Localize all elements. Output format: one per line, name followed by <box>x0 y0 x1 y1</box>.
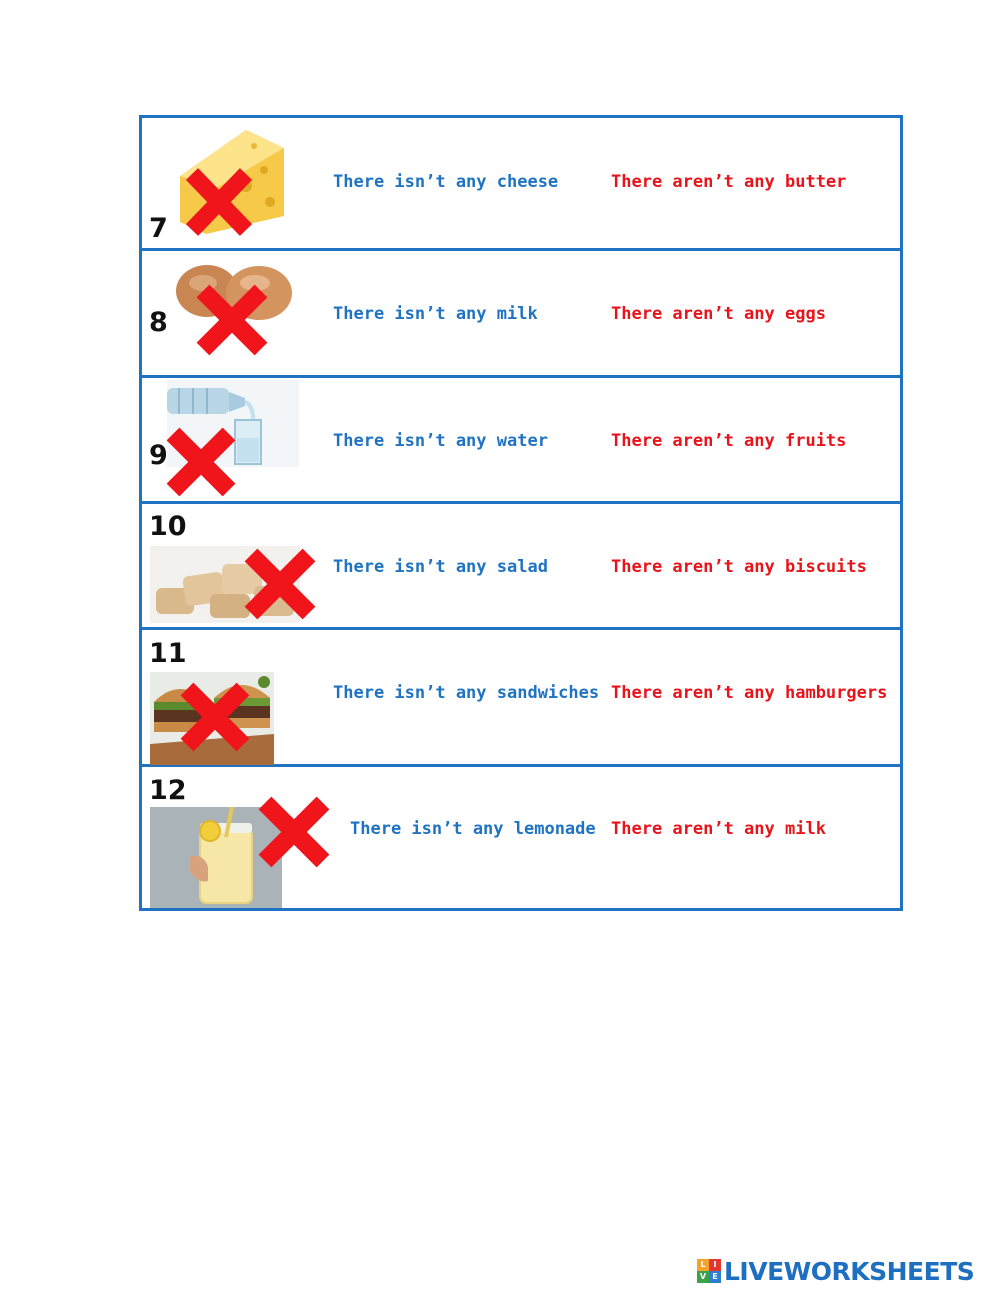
option-arent[interactable]: There aren’t any butter <box>611 172 847 192</box>
question-number: 10 <box>149 511 187 542</box>
row-10 <box>142 504 900 630</box>
option-isnt[interactable]: There isn’t any milk <box>333 304 538 324</box>
worksheet-table <box>139 115 903 911</box>
logo-letter-l: L <box>697 1259 709 1271</box>
question-number: 8 <box>149 307 168 338</box>
option-isnt[interactable]: There isn’t any salad <box>333 557 548 577</box>
option-isnt[interactable]: There isn’t any cheese <box>333 172 559 192</box>
cross-icon <box>256 794 332 870</box>
option-arent[interactable]: There aren’t any milk <box>611 819 826 839</box>
row-7 <box>142 118 900 251</box>
logo-text: LIVEWORKSHEETS <box>724 1256 975 1286</box>
question-number: 11 <box>149 638 187 669</box>
option-arent[interactable]: There aren’t any biscuits <box>611 557 867 577</box>
logo-letter-v: V <box>697 1271 709 1283</box>
option-isnt[interactable]: There isn’t any sandwiches <box>333 683 600 703</box>
row-11 <box>142 630 900 767</box>
logo-letter-i: I <box>709 1259 721 1271</box>
option-arent[interactable]: There aren’t any fruits <box>611 431 847 451</box>
cross-icon <box>242 546 318 622</box>
cross-icon <box>178 680 252 754</box>
option-arent[interactable]: There aren’t any eggs <box>611 304 826 324</box>
cross-icon <box>184 166 254 238</box>
liveworksheets-logo <box>697 1256 974 1286</box>
row-8 <box>142 251 900 378</box>
question-number: 9 <box>149 440 168 471</box>
row-12 <box>142 767 900 908</box>
question-number: 7 <box>149 213 168 244</box>
cross-icon <box>164 425 238 499</box>
row-9 <box>142 378 900 504</box>
option-isnt[interactable]: There isn’t any lemonade <box>350 819 596 839</box>
cross-icon <box>194 282 270 358</box>
logo-blocks-icon <box>697 1259 721 1283</box>
option-isnt[interactable]: There isn’t any water <box>333 431 548 451</box>
option-arent[interactable]: There aren’t any hamburgers <box>611 683 888 703</box>
question-number: 12 <box>149 775 187 806</box>
logo-letter-e: E <box>709 1271 721 1283</box>
